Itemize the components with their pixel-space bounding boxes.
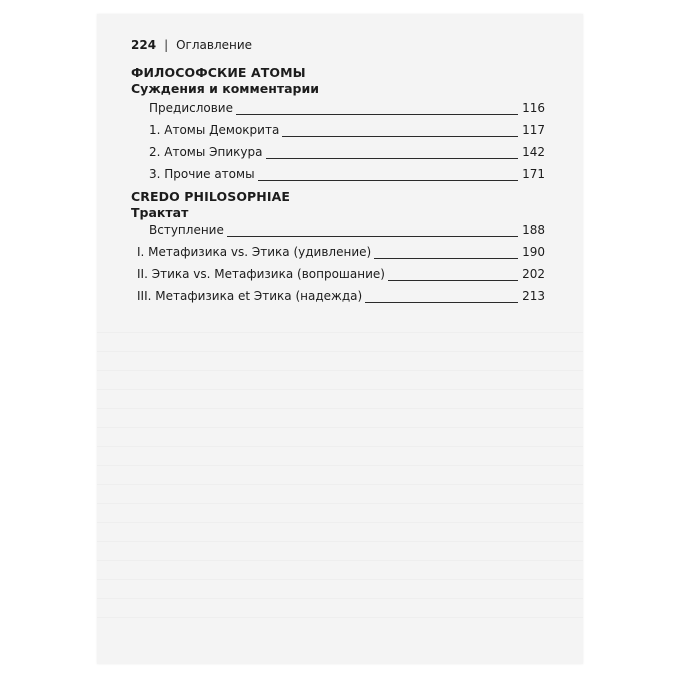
toc-entry-label: Предисловие bbox=[149, 101, 233, 115]
section-subtitle: Трактат bbox=[131, 205, 189, 220]
toc-entry-page: 188 bbox=[522, 223, 545, 237]
toc-entry-label: Вступление bbox=[149, 223, 224, 237]
section-title-philosophical-atoms: ФИЛОСОФСКИЕ АТОМЫ bbox=[131, 65, 306, 80]
leader-line bbox=[282, 136, 518, 137]
toc-entry[interactable] bbox=[149, 167, 545, 183]
page-number: 224 bbox=[131, 38, 157, 52]
toc-entry-page: 202 bbox=[522, 267, 545, 281]
toc-entry-label: II. Этика vs. Метафизика (вопрошание) bbox=[137, 267, 385, 281]
toc-entry-label: 1. Атомы Демокрита bbox=[149, 123, 280, 137]
toc-entry-page: 171 bbox=[522, 167, 545, 181]
toc-entry[interactable] bbox=[149, 101, 545, 117]
leader-line bbox=[374, 258, 518, 259]
header-separator: | bbox=[164, 38, 169, 52]
toc-entry[interactable] bbox=[137, 289, 545, 305]
running-header bbox=[131, 38, 252, 52]
leader-line bbox=[227, 236, 518, 237]
section-subtitle: Суждения и комментарии bbox=[131, 81, 319, 96]
toc-entry[interactable] bbox=[149, 123, 545, 139]
bleed-through-texture bbox=[97, 314, 583, 624]
leader-line bbox=[388, 280, 518, 281]
toc-entry[interactable] bbox=[137, 267, 545, 283]
toc-entry[interactable] bbox=[149, 223, 545, 239]
toc-entry-page: 117 bbox=[522, 123, 545, 137]
section-title-credo-philosophiae: CREDO PHILOSOPHIAE bbox=[131, 189, 291, 204]
toc-entry-label: I. Метафизика vs. Этика (удивление) bbox=[137, 245, 372, 259]
running-title: Оглавление bbox=[176, 38, 253, 52]
toc-entry[interactable] bbox=[149, 145, 545, 161]
leader-line bbox=[236, 114, 518, 115]
toc-entry-label: 2. Атомы Эпикура bbox=[149, 145, 263, 159]
toc-entry-page: 142 bbox=[522, 145, 545, 159]
toc-entry-page: 213 bbox=[522, 289, 545, 303]
toc-entry-page: 116 bbox=[522, 101, 545, 115]
leader-line bbox=[365, 302, 518, 303]
leader-line bbox=[266, 158, 519, 159]
toc-entry-page: 190 bbox=[522, 245, 545, 259]
toc-entry-label: 3. Прочие атомы bbox=[149, 167, 255, 181]
toc-entry-label: III. Метафизика et Этика (надежда) bbox=[137, 289, 363, 303]
leader-line bbox=[258, 180, 519, 181]
book-page bbox=[97, 14, 583, 664]
toc-entry[interactable] bbox=[137, 245, 545, 261]
